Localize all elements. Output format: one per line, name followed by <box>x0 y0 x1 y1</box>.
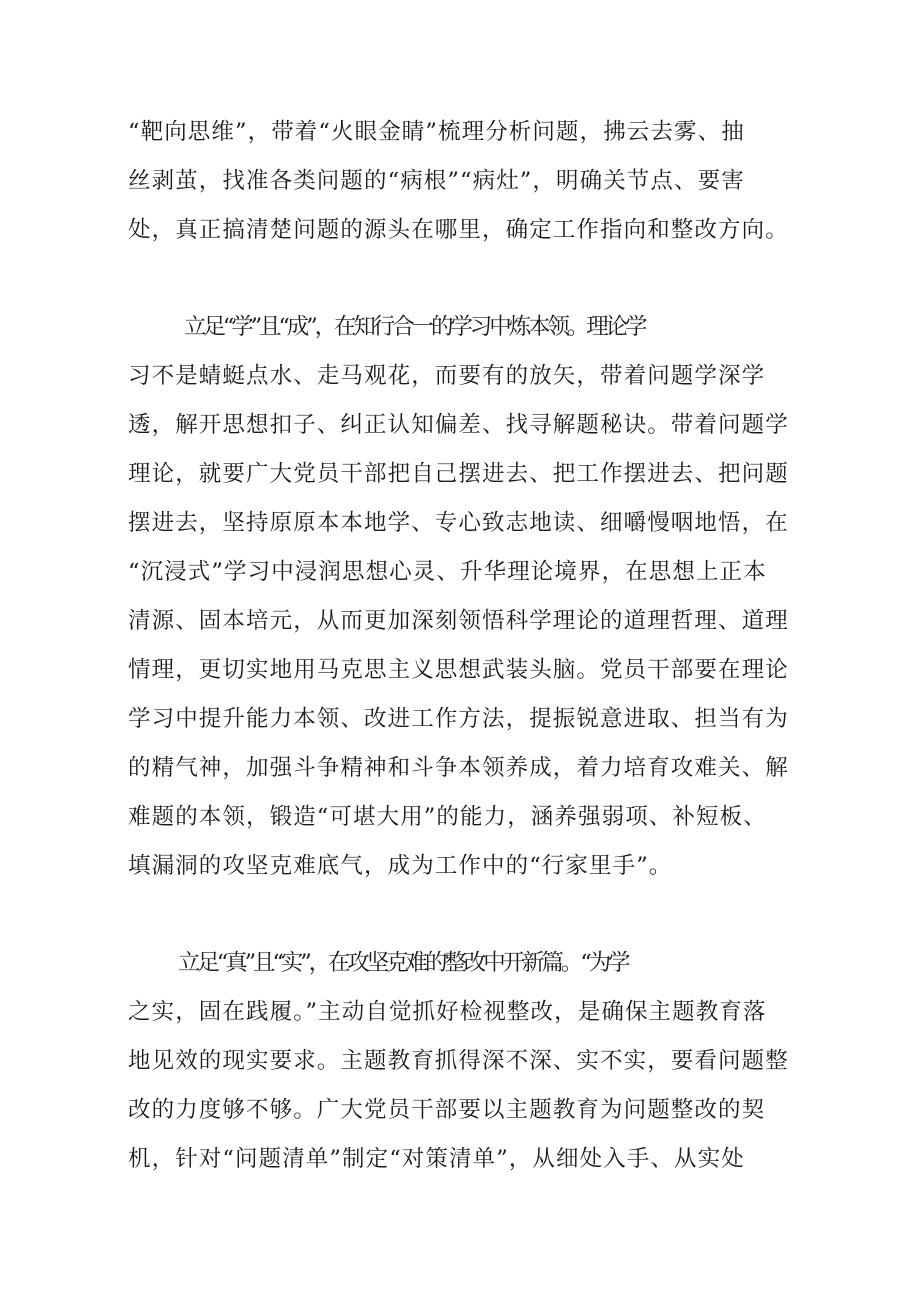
paragraph-1-line-1: “靶向思维”，带着“火眼金睛”梳理分析问题，拂云去雾、抽 <box>128 119 745 145</box>
paragraph-2-line-6: “沉浸式”学习中浸润思想心灵、升华理论境界，在思想上正本 <box>128 559 767 585</box>
paragraph-1-line-2: 丝剥茧，找准各类问题的“病根”“病灶”，明确关节点、要害 <box>128 168 745 194</box>
paragraph-3-line-3: 地见效的现实要求。主题教育抓得深不深、实不实，要看问题整 <box>128 1048 789 1074</box>
paragraph-2-line-12: 填漏洞的攻坚克难底气，成为工作中的“行家里手”。 <box>128 853 673 879</box>
paragraph-2-line-5: 摆进去，坚持原原本本地学、专心致志地读、细嚼慢咽地悟，在 <box>128 510 789 536</box>
paragraph-2-line-10: 的精气神，加强斗争精神和斗争本领养成，着力培育攻难关、解 <box>128 755 789 781</box>
paragraph-3-line-5: 机，针对“问题清单”制定“对策清单”，从细处入手、从实处 <box>128 1146 745 1172</box>
paragraph-1-line-3: 处，真正搞清楚问题的源头在哪里，确定工作指向和整改方向。 <box>128 217 789 243</box>
paragraph-2-line-8: 情理，更切实地用马克思主义思想武装头脑。党员干部要在理论 <box>128 657 789 683</box>
paragraph-2-line-4: 理论，就要广大党员干部把自己摆进去、把工作摆进去、把问题 <box>128 461 789 487</box>
paragraph-3-line-4: 改的力度够不够。广大党员干部要以主题教育为问题整改的契 <box>128 1097 766 1123</box>
paragraph-2-line-1: 立足“学”且“成”，在知行合一的学习中炼本领。理论学 <box>184 314 645 340</box>
paragraph-2-line-2: 习不是蜻蜓点水、走马观花，而要有的放矢，带着问题学深学 <box>128 363 766 389</box>
paragraph-3-line-1: 立足“真”且“实”，在攻坚克难的整改中开新篇。“为学 <box>178 950 628 976</box>
paragraph-2-line-3: 透，解开思想扣子、纠正认知偏差、找寻解题秘诀。带着问题学 <box>128 412 789 438</box>
paragraph-2-line-9: 学习中提升能力本领、改进工作方法，提振锐意进取、担当有为 <box>128 706 789 732</box>
paragraph-2-line-7: 清源、固本培元，从而更加深刻领悟科学理论的道理哲理、道理 <box>128 608 789 634</box>
paragraph-3-line-2: 之实，固在践履。”主动自觉抓好检视整改，是确保主题教育落 <box>128 999 767 1025</box>
paragraph-2-line-11: 难题的本领，锻造“可堪大用”的能力，涵养强弱项、补短板、 <box>128 804 767 830</box>
